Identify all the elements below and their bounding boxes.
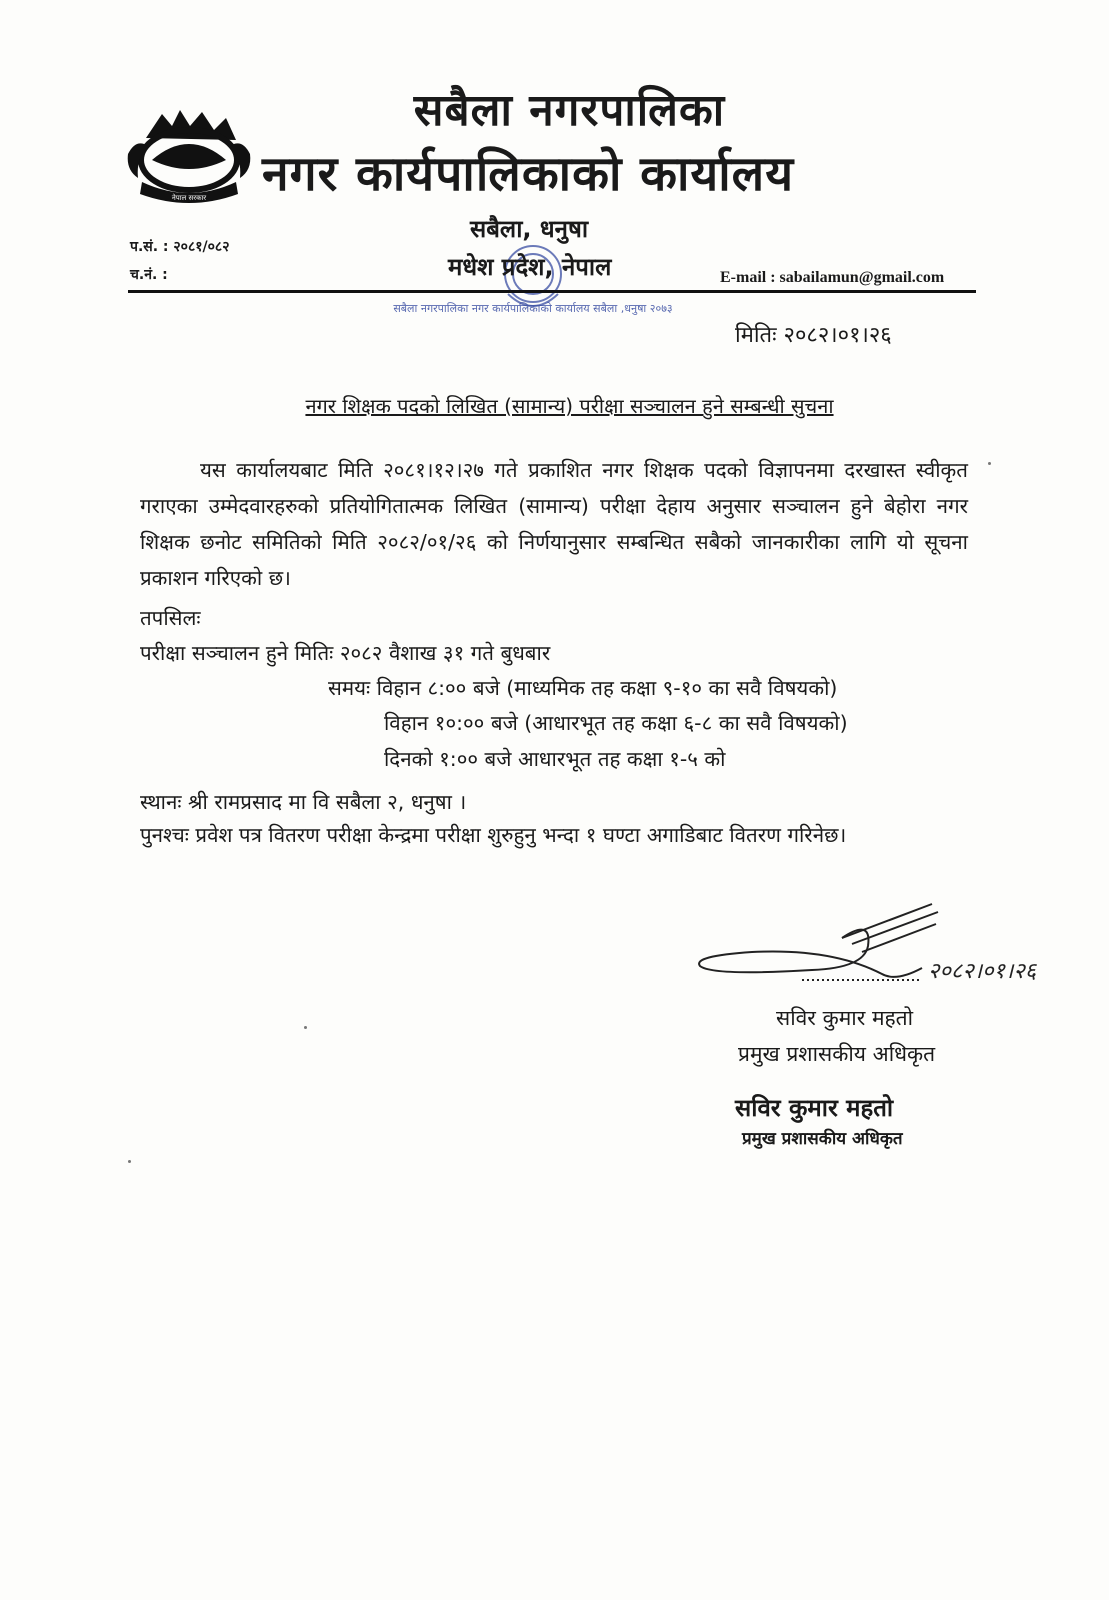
exam-time-2: विहान १०:०० बजे (आधारभूत तह कक्षा ६-८ का सवै विषयको) xyxy=(384,711,848,735)
signatory-designation: प्रमुख प्रशासकीय अधिकृत xyxy=(738,1042,936,1066)
reference-number: प.सं. : २०८१/०८२ xyxy=(130,239,230,255)
scan-speck xyxy=(128,1160,131,1163)
office-name: सबैला नगरपालिका xyxy=(413,85,726,136)
svg-text:नेपाल सरकार: नेपाल सरकार xyxy=(171,194,207,202)
notice-paragraph: यस कार्यालयबाट मिति २०८१।१२।२७ गते प्रकाशित नगर शिक्षक पदको विज्ञापनमा दरखास्त स्वीकृत गराएका उम्मेदवारहरुको प्रतियोगितात्मक लिखित (सामान्य) परीक्षा देहाय अनुसार सञ्चालन हुने बेहोरा नगर शिक्षक छनोट समितिको मिति २०८२/०१/२६ को निर्णयानुसार सम्बन्धित सबैको जानकारीका लागि यो सूचना प्रकाशन गरिएको छ। xyxy=(140,458,968,590)
exam-time-3: दिनको १:०० बजे आधारभूत तह कक्षा १-५ को xyxy=(384,747,726,771)
handwritten-signature-icon xyxy=(692,898,1037,1008)
dispatch-number: च.नं. : xyxy=(130,267,168,283)
address-line-1: सबैला, धनुषा xyxy=(470,215,589,243)
details-heading: तपसिलः xyxy=(140,606,201,630)
signatory-name-stamp: सविर कुमार महतो xyxy=(735,1094,894,1122)
exam-venue: स्थानः श्री रामप्रसाद मा वि सबैला २, धनुषा । xyxy=(140,790,467,814)
scan-speck xyxy=(304,1026,307,1029)
svg-text:सबैला नगरपालिका नगर कार्यपालिक: सबैला नगरपालिका नगर कार्यपालिकाको कार्यालय सबैला ,धनुषा २०७३ xyxy=(393,302,673,315)
exam-date: परीक्षा सञ्चालन हुने मितिः २०८२ वैशाख ३१ गते बुधबार xyxy=(140,641,551,665)
notice-subject: नगर शिक्षक पदको लिखित (सामान्य) परीक्षा सञ्चालन हुने सम्बन्धी सुचना xyxy=(305,394,834,418)
scan-speck xyxy=(988,462,991,465)
notice-date: मितिः २०८२।०१।२६ xyxy=(735,323,892,348)
address-line-2: मधेश प्रदेश, नेपाल xyxy=(448,253,612,281)
signatory-name: सविर कुमार महतो xyxy=(776,1006,914,1030)
svg-text:२०८२।०१।२६: २०८२।०१।२६ xyxy=(928,959,1037,984)
signatory-designation-stamp: प्रमुख प्रशासकीय अधिकृत xyxy=(742,1129,903,1149)
office-title: नगर कार्यपालिकाको कार्यालय xyxy=(262,146,795,202)
exam-time-1: समयः विहान ८:०० बजे (माध्यमिक तह कक्षा ९-१० का सवै विषयको) xyxy=(328,676,838,700)
postscript: पुनश्चः प्रवेश पत्र वितरण परीक्षा केन्द्रमा परीक्षा शुरुहुनु भन्दा १ घण्टा अगाडिबाट वितरण गरिनेछ। xyxy=(140,823,847,847)
header-divider xyxy=(128,290,976,293)
office-email: E-mail : sabailamun@gmail.com xyxy=(720,269,945,286)
